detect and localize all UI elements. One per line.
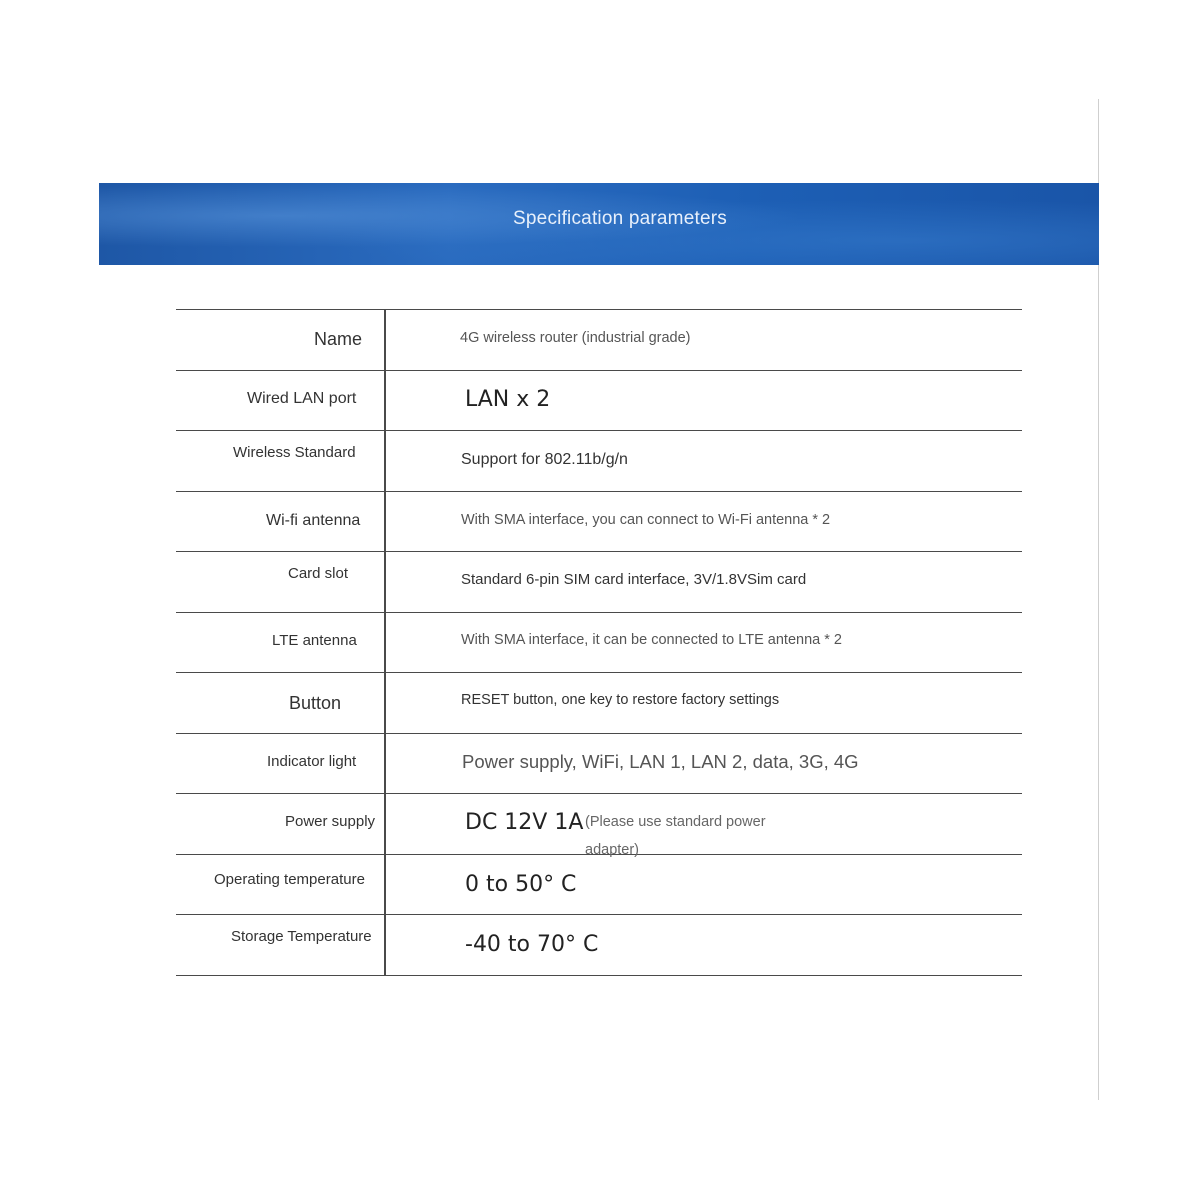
spec-row-operating-temperature: [176, 855, 1022, 916]
column-divider: [384, 431, 386, 491]
spec-row-lte-antenna: [176, 613, 1022, 674]
spec-row-wired-lan: [176, 371, 1022, 432]
spec-value: Support for 802.11b/g/n: [461, 451, 628, 468]
spec-banner: [99, 183, 1099, 265]
column-divider: [384, 371, 386, 431]
spec-label: Name: [314, 329, 363, 349]
spec-label: Operating temperature: [214, 870, 365, 888]
spec-label: Button: [289, 693, 342, 713]
spec-value: DC 12V 1A: [465, 810, 584, 835]
spec-value: Power supply, WiFi, LAN 1, LAN 2, data, 3G, 4G: [462, 750, 859, 772]
spec-value: 0 to 50° C: [465, 871, 577, 897]
column-divider: [384, 855, 386, 915]
spec-value: 4G wireless router (industrial grade): [460, 330, 691, 346]
spec-value: With SMA interface, you can connect to Wi-Fi antenna * 2: [461, 511, 831, 528]
power-adapter-note: (Please use standard power adapter): [585, 814, 766, 858]
spec-label: Power supply: [285, 813, 376, 830]
spec-row-power-supply: [176, 794, 1022, 858]
spec-label: Indicator light: [267, 752, 357, 770]
spec-label: Wi-fi antenna: [266, 511, 361, 529]
spec-value: LAN x 2: [465, 386, 551, 412]
spec-row-card-slot: [176, 552, 1022, 613]
spec-value: -40 to 70° C: [465, 932, 599, 957]
column-divider: [384, 915, 386, 975]
spec-row-button: [176, 673, 1022, 734]
column-divider: [384, 673, 386, 733]
spec-row-wireless-standard: [176, 431, 1022, 492]
spec-label: Wireless Standard: [233, 444, 356, 461]
spec-row-indicator-light: [176, 734, 1022, 795]
column-divider: [384, 794, 386, 854]
spec-table: [176, 309, 1022, 976]
spec-value: RESET button, one key to restore factory settings: [461, 692, 780, 708]
spec-label: Wired LAN port: [247, 389, 357, 407]
banner-title: Specification parameters: [513, 208, 727, 229]
column-divider: [384, 613, 386, 673]
column-divider: [384, 310, 386, 370]
spec-value: Standard 6-pin SIM card interface, 3V/1.8VSim card: [461, 571, 807, 588]
spec-label: Card slot: [288, 565, 349, 582]
spec-label: Storage Temperature: [231, 928, 372, 945]
column-divider: [384, 734, 386, 794]
column-divider: [384, 492, 386, 552]
spec-row-storage-temperature: [176, 915, 1022, 976]
spec-value: With SMA interface, it can be connected to LTE antenna * 2: [461, 631, 842, 648]
column-divider: [384, 552, 386, 612]
spec-row-name: [176, 310, 1022, 371]
spec-row-wifi-antenna: [176, 492, 1022, 553]
spec-label: LTE antenna: [272, 631, 357, 649]
